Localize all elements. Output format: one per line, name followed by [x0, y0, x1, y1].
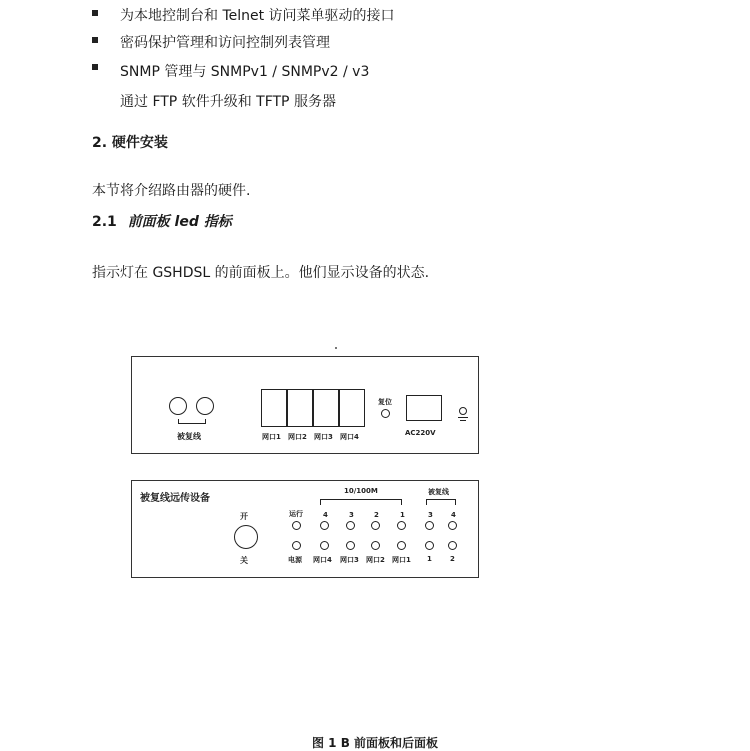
line-group-bracket — [426, 499, 456, 505]
led-eth4-speed — [320, 521, 329, 530]
port-label-1: 网口1 — [262, 433, 281, 441]
led-label-eth2: 2 — [374, 511, 379, 519]
led-label-line4: 4 — [451, 511, 456, 519]
feature-item-2: 密码保护管理和访问控制列表管理 — [120, 35, 330, 51]
speed-group-bracket — [320, 499, 402, 505]
led-label-run: 运行 — [289, 510, 303, 518]
speed-group-label: 10/100M — [344, 487, 378, 495]
ethernet-port-1 — [261, 389, 287, 427]
back-panel — [131, 356, 479, 454]
stray-mark — [335, 347, 337, 349]
section-heading: 2. 硬件安装 — [92, 135, 168, 151]
power-switch — [234, 525, 258, 549]
led-label-eth3-link: 网口3 — [340, 556, 359, 564]
led-eth2-speed — [371, 521, 380, 530]
device-title: 被复线远传设备 — [140, 493, 210, 504]
bullet-3 — [92, 64, 98, 70]
line-connector-2 — [196, 397, 214, 415]
led-label-power: 电源 — [288, 556, 302, 564]
bullet-2 — [92, 37, 98, 43]
ethernet-port-3 — [313, 389, 339, 427]
section-intro: 本节将介绍路由器的硬件. — [92, 183, 251, 199]
feature-item-1: 为本地控制台和 Telnet 访问菜单驱动的接口 — [120, 8, 395, 24]
reset-button — [381, 409, 390, 418]
led-label-line2: 2 — [450, 555, 455, 563]
led-label-eth3: 3 — [349, 511, 354, 519]
led-label-line3: 3 — [428, 511, 433, 519]
line-connector-1 — [169, 397, 187, 415]
ethernet-port-2 — [287, 389, 313, 427]
led-label-eth4-link: 网口4 — [313, 556, 332, 564]
port-label-4: 网口4 — [340, 433, 359, 441]
power-label: AC220V — [405, 429, 436, 437]
line-label: 被复线 — [177, 432, 201, 441]
front-panel — [131, 480, 479, 578]
ground-icon — [458, 407, 468, 425]
feature-continuation: 通过 FTP 软件升级和 TFTP 服务器 — [120, 94, 336, 110]
led-eth4-link — [320, 541, 329, 550]
led-label-eth1-link: 网口1 — [392, 556, 411, 564]
led-label-eth1: 1 — [400, 511, 405, 519]
led-label-eth4: 4 — [323, 511, 328, 519]
figure-caption: 图 1 B 前面板和后面板 — [311, 736, 439, 750]
led-line1 — [425, 541, 434, 550]
led-line3 — [425, 521, 434, 530]
led-line2 — [448, 541, 457, 550]
switch-off-label: 关 — [240, 556, 248, 565]
led-label-eth2-link: 网口2 — [366, 556, 385, 564]
switch-on-label: 开 — [240, 512, 248, 521]
subsection-text: 指示灯在 GSHDSL 的前面板上。他们显示设备的状态. — [92, 265, 430, 281]
feature-item-3: SNMP 管理与 SNMPv1 / SNMPv2 / v3 — [120, 64, 370, 80]
subsection-heading — [92, 211, 232, 231]
led-eth1-link — [397, 541, 406, 550]
led-eth3-link — [346, 541, 355, 550]
port-label-2: 网口2 — [288, 433, 307, 441]
ethernet-port-4 — [339, 389, 365, 427]
line-bracket — [178, 419, 206, 424]
subsection-number: 2.1 — [92, 214, 117, 230]
led-eth2-link — [371, 541, 380, 550]
subsection-title: 前面板 led 指标 — [127, 214, 232, 230]
led-line4 — [448, 521, 457, 530]
led-eth1-speed — [397, 521, 406, 530]
line-group-label: 被复线 — [428, 488, 449, 496]
led-label-line1: 1 — [427, 555, 432, 563]
led-run — [292, 521, 301, 530]
reset-label: 复位 — [378, 398, 392, 406]
power-socket — [406, 395, 442, 421]
bullet-1 — [92, 10, 98, 16]
led-eth3-speed — [346, 521, 355, 530]
led-power — [292, 541, 301, 550]
port-label-3: 网口3 — [314, 433, 333, 441]
